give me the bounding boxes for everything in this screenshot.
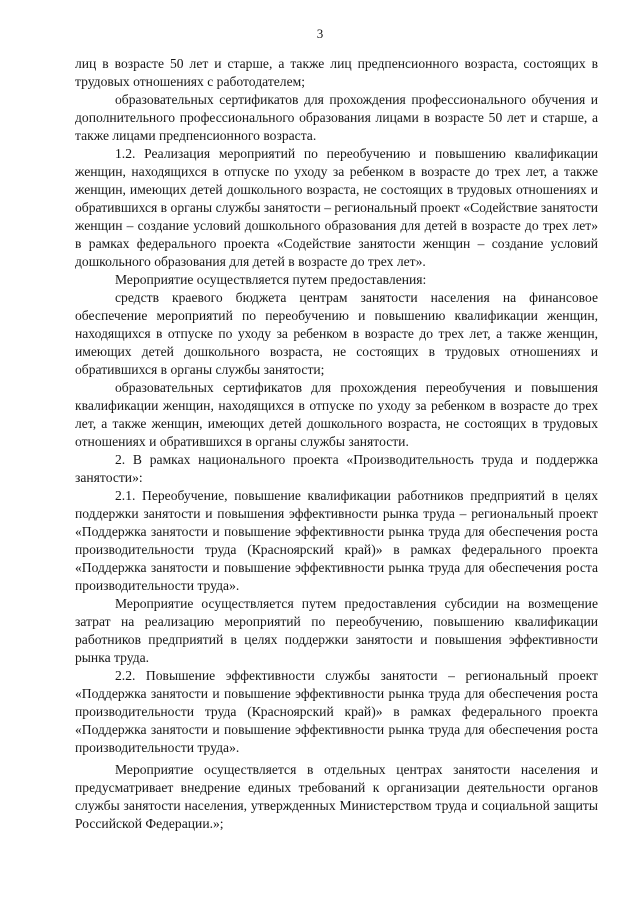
paragraph-measure-provision: Мероприятие осуществляется путем предоставления: (115, 272, 427, 287)
paragraph-item-1-2: 1.2. Реализация мероприятий по переобучению и повышению квалификации женщин, находящихся в отпуске по уходу за ребенком в возрасте до трех лет, а также женщин, имеющих детей дошкольного возраста, не состоящих в трудовых отношениях и обратившихся в органы службы занятости – региональный проект «Содействие занятости женщин – создание условий дошкольного образования для детей в возрасте до трех лет» в рамках федерального проекта «Содействие занятости женщин – создание условий дошкольного образования для детей в возрасте до трех лет». (75, 146, 598, 269)
paragraph-subsidy: Мероприятие осуществляется путем предоставления субсидии на возмещение затрат на реализацию мероприятий по переобучению, повышению квалификации работников предприятий в целях поддержки занятости и повышения эффективности рынка труда. (75, 596, 598, 665)
paragraph-education-certificates-women: образовательных сертификатов для прохождения переобучения и повышения квалификации женщин, находящихся в отпуске по уходу за ребенком в возрасте до трех лет, а также женщин, имеющих детей дошкольного возраста, не состоящих в трудовых отношениях и обратившихся в органы службы занятости. (75, 380, 598, 449)
page-number: 3 (316, 26, 324, 41)
paragraph-education-certificates-50plus: образовательных сертификатов для прохождения профессионального обучения и дополнительного профессионального образования лицами в возрасте 50 лет и старше, а также лицами предпенсионного возраста. (75, 92, 598, 143)
paragraph-item-2-2: 2.2. Повышение эффективности службы занятости – региональный проект «Поддержка занятости и повышение эффективности рынка труда для обеспечения роста производительности труда (Красноярский край)» в рамках федерального проекта «Поддержка занятости и повышение эффективности рынка труда для обеспечения роста производительности труда». (75, 668, 598, 755)
paragraph-item-2: 2. В рамках национального проекта «Производительность труда и поддержка занятости»: (75, 452, 598, 485)
paragraph-regional-budget-funds: средств краевого бюджета центрам занятости населения на финансовое обеспечение мероприятий по переобучению и повышению квалификации женщин, находящихся в отпуске по уходу за ребенком в возрасте до трех лет, а также женщин, имеющих детей дошкольного возраста, не состоящих в трудовых отношениях и обратившихся в органы службы занятости; (75, 290, 598, 377)
paragraph-continuation: лиц в возрасте 50 лет и старше, а также лиц предпенсионного возраста, состоящих в трудовых отношениях с работодателем; (75, 56, 598, 89)
document-body (75, 55, 598, 833)
paragraph-item-2-1: 2.1. Переобучение, повышение квалификации работников предприятий в целях поддержки занятости и повышения эффективности рынка труда – региональный проект «Поддержка занятости и повышение эффективности рынка труда для обеспечения роста производительности труда (Красноярский край)» в рамках федерального проекта «Поддержка занятости и повышение эффективности рынка труда для обеспечения роста производительности труда». (75, 488, 598, 593)
paragraph-employment-centers: Мероприятие осуществляется в отдельных центрах занятости населения и предусматривает внедрение единых требований к организации деятельности органов службы занятости населения, утвержденных Министерством труда и социальной защиты Российской Федерации.»; (75, 762, 598, 831)
